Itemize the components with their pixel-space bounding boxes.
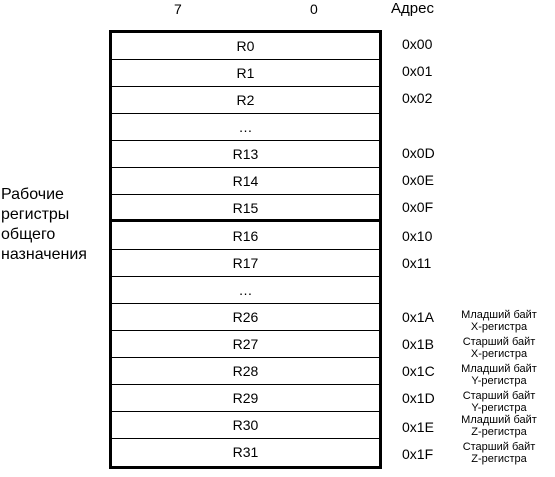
register-row-r13: R13 (112, 141, 379, 168)
note-line: Старший байт (462, 441, 536, 453)
register-row-r15: R15 (112, 195, 379, 222)
address-0x1b: 0x1B (402, 336, 434, 352)
register-row-r14: R14 (112, 168, 379, 195)
address-0x1a: 0x1A (402, 309, 434, 325)
group-label-line: назначения (1, 246, 87, 263)
note-line: Старший байт (462, 336, 536, 348)
note-line: Старший байт (462, 390, 536, 402)
register-row-r31: R31 (232, 444, 259, 460)
group-label-line: Рабочие (1, 186, 64, 203)
register-row-r2: R2 (112, 87, 379, 114)
register-row-r30: R30 (112, 412, 379, 439)
register-row-ellipsis: … (112, 277, 379, 304)
register-row-r29: R29 (112, 385, 379, 412)
address-0x1e: 0x1E (402, 419, 434, 435)
note-x-high-byte (446, 336, 552, 360)
general-purpose-registers-label (1, 185, 87, 265)
group-label-line: регистры (1, 206, 70, 223)
note-line: Младший байт (461, 414, 537, 426)
address-0x01: 0x01 (402, 63, 433, 79)
note-line: Y-регистра (471, 375, 527, 387)
register-row-r0: R0 (112, 33, 379, 60)
note-line: Младший байт (461, 363, 537, 375)
note-y-high-byte (446, 390, 552, 414)
register-row-r16: R16 (112, 223, 379, 250)
address-0x1c: 0x1C (402, 363, 435, 379)
address-0x10: 0x10 (402, 228, 433, 244)
note-line: X-регистра (470, 348, 528, 360)
note-line: X-регистра (470, 321, 528, 333)
bit-0-label: 0 (310, 1, 318, 17)
register-row-r17: R17 (112, 250, 379, 277)
note-line: Младший байт (461, 309, 537, 321)
group-label-line: общего (1, 226, 56, 243)
note-z-high-byte (446, 441, 552, 465)
address-0x0f: 0x0F (402, 199, 434, 215)
note-line: Z-регистра (471, 426, 527, 438)
note-line: Y-регистра (471, 402, 527, 414)
address-0x11: 0x11 (402, 255, 432, 271)
address-0x0d: 0x0D (402, 145, 435, 161)
register-row-r27: R27 (112, 331, 379, 358)
address-0x0e: 0x0E (402, 172, 434, 188)
address-0x1d: 0x1D (402, 390, 435, 406)
address-column-header: Адрес (391, 0, 434, 17)
register-table (109, 30, 382, 469)
address-0x00: 0x00 (402, 36, 433, 52)
register-row-r1: R1 (112, 60, 379, 87)
register-row-r28: R28 (112, 358, 379, 385)
note-x-low-byte (446, 309, 552, 333)
register-row-ellipsis: … (112, 114, 379, 141)
note-line: Z-регистра (471, 453, 527, 465)
register-row-r26: R26 (112, 304, 379, 331)
note-y-low-byte (446, 363, 552, 387)
note-z-low-byte (446, 414, 552, 438)
address-0x02: 0x02 (402, 90, 433, 106)
address-0x1f: 0x1F (402, 446, 434, 462)
bit-7-label: 7 (174, 1, 182, 17)
